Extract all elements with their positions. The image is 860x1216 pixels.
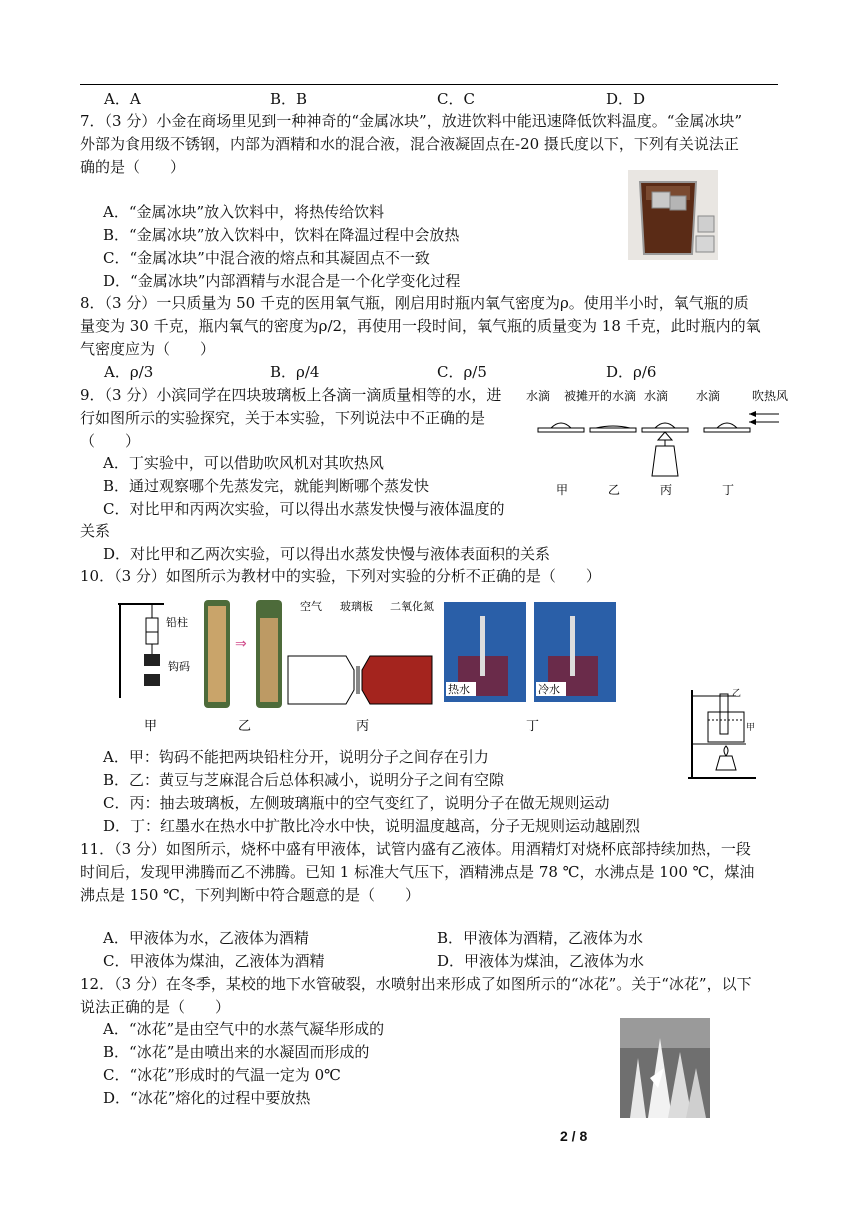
q7-metal-ice-image xyxy=(628,170,718,260)
q11-option-a: A．甲液体为水，乙液体为酒精 xyxy=(103,929,309,947)
q7-option-a: A．“金属冰块”放入饮料中，将热传给饮料 xyxy=(103,203,385,221)
q9-label-drop3: 水滴 xyxy=(696,389,721,403)
q10-option-b: B．乙：黄豆与芝麻混合后总体积减小，说明分子之间有空隙 xyxy=(103,771,505,789)
q11-option-c: C．甲液体为煤油，乙液体为酒精 xyxy=(103,952,325,970)
q9-option-c-cont: 关系 xyxy=(80,522,111,540)
q9-stem-1: 9．（3 分）小滨同学在四块玻璃板上各滴一滴质量相等的水，进 xyxy=(80,386,502,404)
q12-option-c: C．“冰花”形成时的气温一定为 0℃ xyxy=(103,1066,341,1084)
page-number: 2 / 8 xyxy=(560,1128,588,1144)
q9-label-wind: 吹热风 xyxy=(752,389,789,403)
q11-stem-3: 沸点是 150 ℃，下列判断中符合题意的是（ ） xyxy=(80,886,420,904)
q12-option-a: A．“冰花”是由空气中的水蒸气凝华形成的 xyxy=(103,1020,385,1038)
q9-option-c: C．对比甲和丙两次实验，可以得出水蒸发快慢与液体温度的 xyxy=(103,500,505,518)
q10-option-a: A．甲：钩码不能把两块铅柱分开，说明分子之间存在引力 xyxy=(103,748,489,766)
q9-label-yi: 乙 xyxy=(608,483,621,497)
q10-experiments-figure xyxy=(108,596,620,736)
q10-cold-label: 冷水 xyxy=(538,684,560,696)
q12-stem-2: 说法正确的是（ ） xyxy=(80,998,231,1016)
q11-option-d: D．甲液体为煤油，乙液体为水 xyxy=(437,952,645,970)
q12-option-b: B．“冰花”是由喷出来的水凝固而形成的 xyxy=(103,1043,370,1061)
q9-label-ding: 丁 xyxy=(722,483,735,497)
q12-option-d: D．“冰花”熔化的过程中要放热 xyxy=(103,1089,311,1107)
q9-stem-3: （ ） xyxy=(80,432,141,450)
q12-ice-flower-image xyxy=(620,1018,710,1118)
q11-stem-1: 11．（3 分）如图所示，烧杯中盛有甲液体，试管内盛有乙液体。用酒精灯对烧杯底部持续加热，一段 xyxy=(80,840,751,858)
q9-evaporation-figure xyxy=(524,380,794,505)
q7-option-c: C．“金属冰块”中混合液的熔点和其凝固点不一致 xyxy=(103,249,430,267)
q8-stem-3: 气密度应为（ ） xyxy=(80,340,216,358)
q10-air-label: 空气 xyxy=(300,601,322,613)
q8-option-a: A．ρ/3 xyxy=(104,363,154,381)
q7-stem-3: 确的是（ ） xyxy=(80,158,186,176)
q9-stem-2: 行如图所示的实验探究，关于本实验，下列说法中不正确的是 xyxy=(80,409,486,427)
header-rule xyxy=(80,84,778,85)
q11-label-jia: 甲 xyxy=(746,722,756,732)
q11-option-b: B．甲液体为酒精，乙液体为水 xyxy=(437,929,644,947)
q10-stem: 10．（3 分）如图所示为教材中的实验，下列对实验的分析不正确的是（ ） xyxy=(80,567,601,585)
q10-caption-jia: 甲 xyxy=(144,718,158,733)
q10-caption-ding: 丁 xyxy=(526,718,540,733)
q12-stem-1: 12．（3 分）在冬季，某校的地下水管破裂，水喷射出来形成了如图所示的“冰花”。关于“冰花”，以下 xyxy=(80,975,752,993)
q10-hook-label: 钩码 xyxy=(168,661,190,673)
q9-option-d: D．对比甲和乙两次实验，可以得出水蒸发快慢与液体表面积的关系 xyxy=(103,545,551,563)
q10-no2-label: 二氧化氮 xyxy=(390,601,434,613)
q10-glass-label: 玻璃板 xyxy=(340,601,373,613)
q11-stem-2: 时间后，发现甲沸腾而乙不沸腾。已知 1 标准大气压下，酒精沸点是 78 ℃，水沸点是 100 ℃，煤油 xyxy=(80,863,755,881)
q7-stem-2: 外部为食用级不锈钢，内部为酒精和水的混合液，混合液凝固点在-20 摄氏度以下，下列有关说法正 xyxy=(80,135,739,153)
svg-text:⇒: ⇒ xyxy=(235,635,247,651)
option-d: D．D xyxy=(606,90,646,108)
q11-heating-figure xyxy=(686,686,760,782)
q8-stem-2: 量变为 30 千克，瓶内氧气的密度为ρ/2，再使用一段时间，氧气瓶的质量变为 18 千克，此时瓶内的氧 xyxy=(80,317,761,335)
q10-option-c: C．丙：抽去玻璃板，左侧玻璃瓶中的空气变红了，说明分子在做无规则运动 xyxy=(103,794,610,812)
q8-stem-1: 8．（3 分）一只质量为 50 千克的医用氧气瓶，刚启用时瓶内氧气密度为ρ。使用半小时，氧气瓶的质 xyxy=(80,294,749,312)
q8-option-b: B．ρ/4 xyxy=(270,363,320,381)
q10-caption-bing: 丙 xyxy=(356,718,370,733)
q7-stem-1: 7．（3 分）小金在商场里见到一种神奇的“金属冰块”，放进饮料中能迅速降低饮料温度。“金属冰块” xyxy=(80,112,743,130)
option-c: C．C xyxy=(437,90,475,108)
q7-option-d: D．“金属冰块”内部酒精与水混合是一个化学变化过程 xyxy=(103,272,461,290)
q10-caption-yi: 乙 xyxy=(238,718,252,733)
q10-hot-label: 热水 xyxy=(448,684,470,696)
q9-label-drop1: 水滴 xyxy=(526,389,551,403)
q10-lead-label: 铅柱 xyxy=(166,617,188,629)
q9-label-jia: 甲 xyxy=(556,483,569,497)
q11-label-yi: 乙 xyxy=(732,688,742,698)
q9-label-spread: 被摊开的水滴 xyxy=(564,389,637,403)
q9-option-a: A．丁实验中，可以借助吹风机对其吹热风 xyxy=(103,454,384,472)
q9-option-b: B．通过观察哪个先蒸发完，就能判断哪个蒸发快 xyxy=(103,477,430,495)
q10-option-d: D．丁：红墨水在热水中扩散比冷水中快，说明温度越高，分子无规则运动越剧烈 xyxy=(103,817,641,835)
q8-option-c: C．ρ/5 xyxy=(437,363,487,381)
q9-label-drop2: 水滴 xyxy=(644,389,669,403)
option-a: A．A xyxy=(104,90,141,108)
q8-option-d: D．ρ/6 xyxy=(606,363,657,381)
q9-label-bing: 丙 xyxy=(660,483,673,497)
option-b: B．B xyxy=(270,90,308,108)
q7-option-b: B．“金属冰块”放入饮料中，饮料在降温过程中会放热 xyxy=(103,226,460,244)
